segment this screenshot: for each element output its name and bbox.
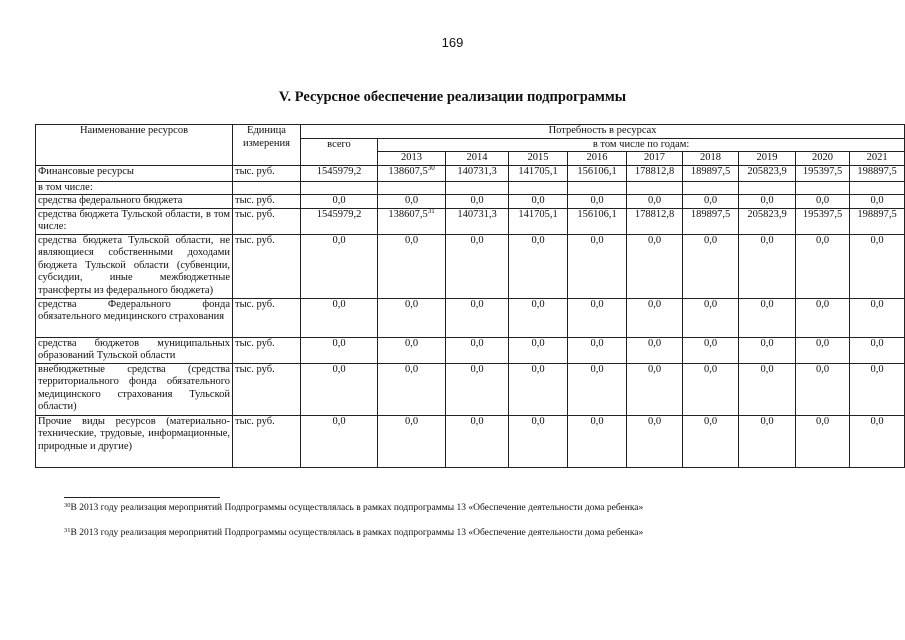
year-cell: 0,0 xyxy=(850,415,905,467)
year-cell: 141705,1 xyxy=(509,165,568,181)
year-cell: 178812,8 xyxy=(627,208,683,234)
year-cell: 205823,9 xyxy=(739,165,796,181)
year-value: 0,0 xyxy=(404,415,419,427)
year-cell: 195397,5 xyxy=(796,165,850,181)
footnote-mark: 31 xyxy=(64,527,71,534)
unit-cell: тыс. руб. xyxy=(233,415,301,467)
total-cell: 0,0 xyxy=(301,234,378,298)
empty-cell xyxy=(796,181,850,195)
unit-cell: тыс. руб. xyxy=(233,208,301,234)
header-year: 2018 xyxy=(683,152,739,166)
empty-cell xyxy=(446,181,509,195)
unit-cell: тыс. руб. xyxy=(233,363,301,415)
unit-cell: тыс. руб. xyxy=(233,298,301,337)
year-cell: 0,0 xyxy=(627,298,683,337)
year-cell: 141705,1 xyxy=(509,208,568,234)
table-row xyxy=(36,165,905,181)
total-cell: 0,0 xyxy=(301,337,378,363)
table-row xyxy=(36,415,905,467)
year-cell: 0,0 xyxy=(568,337,627,363)
empty-cell xyxy=(850,181,905,195)
year-cell: 189897,5 xyxy=(683,165,739,181)
empty-cell xyxy=(509,181,568,195)
resource-name: средства бюджета Тульской области, не являющиеся собственными доходами бюджета Тульской области (субвенции, субсидии, иные межбюджетные трансферты из федерального бюджета) xyxy=(36,234,233,298)
year-cell: 0,0 xyxy=(627,337,683,363)
year-cell: 0,0 xyxy=(509,415,568,467)
year-cell: 0,0 xyxy=(627,363,683,415)
header-unit: Единица измерения xyxy=(233,125,301,166)
year-cell: 0,0 xyxy=(796,337,850,363)
table-row xyxy=(36,195,905,209)
year-cell: 0,0 xyxy=(446,298,509,337)
year-cell: 205823,9 xyxy=(739,208,796,234)
year-cell: 0,0 xyxy=(796,195,850,209)
footnote-text: В 2013 году реализация мероприятий Подпрограммы осуществлялась в рамках подпрограммы 13 «Обеспечение деятельности дома ребенка» xyxy=(70,528,644,538)
year-cell: 0,0 xyxy=(446,337,509,363)
year-cell: 195397,5 xyxy=(796,208,850,234)
year-cell: 0,0 xyxy=(446,195,509,209)
resource-name: средства бюджетов муниципальных образований Тульской области xyxy=(36,337,233,363)
year-cell: 0,0 xyxy=(509,298,568,337)
empty-cell xyxy=(739,181,796,195)
table-row xyxy=(36,181,905,195)
empty-cell xyxy=(301,181,378,195)
year-cell: 0,0 xyxy=(509,337,568,363)
year-cell: 0,0 xyxy=(796,234,850,298)
resource-name: Прочие виды ресурсов (материально-технические, трудовые, информационные, природные и другие) xyxy=(36,415,233,467)
unit-cell: тыс. руб. xyxy=(233,165,301,181)
total-cell: 1545979,2 xyxy=(301,165,378,181)
year-cell-2013 xyxy=(378,234,446,298)
year-cell: 156106,1 xyxy=(568,165,627,181)
year-cell: 0,0 xyxy=(446,415,509,467)
year-cell: 0,0 xyxy=(739,234,796,298)
header-year: 2020 xyxy=(796,152,850,166)
year-value: 0,0 xyxy=(404,337,419,349)
year-cell: 0,0 xyxy=(683,415,739,467)
year-cell: 0,0 xyxy=(446,363,509,415)
resource-name: в том числе: xyxy=(36,181,233,195)
table-row xyxy=(36,298,905,337)
empty-cell xyxy=(683,181,739,195)
year-cell: 0,0 xyxy=(850,298,905,337)
year-cell-2013 xyxy=(378,208,446,234)
year-cell: 0,0 xyxy=(796,363,850,415)
year-cell: 0,0 xyxy=(568,415,627,467)
footnote-text: В 2013 году реализация мероприятий Подпрограммы осуществлялась в рамках подпрограммы 13 «Обеспечение деятельности дома ребенка» xyxy=(70,503,644,513)
year-cell: 0,0 xyxy=(446,234,509,298)
year-cell: 198897,5 xyxy=(850,208,905,234)
year-cell: 178812,8 xyxy=(627,165,683,181)
year-cell: 0,0 xyxy=(509,234,568,298)
header-need: Потребность в ресурсах xyxy=(301,125,905,139)
page-number: 169 xyxy=(441,35,464,50)
footnote-rule xyxy=(64,497,220,498)
year-cell: 0,0 xyxy=(796,298,850,337)
year-cell: 0,0 xyxy=(568,363,627,415)
total-cell: 0,0 xyxy=(301,363,378,415)
section-title: V. Ресурсное обеспечение реализации подпрограммы xyxy=(278,89,627,105)
year-cell: 0,0 xyxy=(568,195,627,209)
resource-name: Финансовые ресурсы xyxy=(36,165,233,181)
year-cell: 0,0 xyxy=(683,337,739,363)
year-cell: 0,0 xyxy=(509,195,568,209)
year-value: 0,0 xyxy=(404,195,419,206)
year-value: 0,0 xyxy=(404,363,419,375)
year-cell: 0,0 xyxy=(627,415,683,467)
table-row xyxy=(36,337,905,363)
year-cell: 140731,3 xyxy=(446,208,509,234)
year-value: 0,0 xyxy=(404,234,419,246)
empty-cell xyxy=(378,181,446,195)
footnote-ref: 31 xyxy=(427,206,435,215)
header-name: Наименование ресурсов xyxy=(36,125,233,166)
empty-cell xyxy=(627,181,683,195)
year-cell: 0,0 xyxy=(683,234,739,298)
year-cell: 0,0 xyxy=(739,195,796,209)
year-value: 0,0 xyxy=(404,298,419,310)
header-by-years: в том числе по годам: xyxy=(378,138,905,152)
resource-name: средства Федерального фонда обязательного медицинского страхования xyxy=(36,298,233,337)
resources-table xyxy=(35,124,905,468)
header-total: всего xyxy=(301,138,378,165)
year-cell: 198897,5 xyxy=(850,165,905,181)
year-cell: 0,0 xyxy=(568,234,627,298)
header-year: 2019 xyxy=(739,152,796,166)
total-cell: 0,0 xyxy=(301,415,378,467)
year-cell: 156106,1 xyxy=(568,208,627,234)
footnote-mark: 30 xyxy=(64,502,71,509)
year-cell: 0,0 xyxy=(509,363,568,415)
year-cell: 0,0 xyxy=(850,195,905,209)
year-cell: 0,0 xyxy=(739,363,796,415)
total-cell: 0,0 xyxy=(301,195,378,209)
year-cell: 0,0 xyxy=(739,337,796,363)
year-cell: 140731,3 xyxy=(446,165,509,181)
header-year: 2013 xyxy=(378,152,446,166)
table-row xyxy=(36,208,905,234)
year-cell: 0,0 xyxy=(850,234,905,298)
total-cell: 0,0 xyxy=(301,298,378,337)
year-cell: 0,0 xyxy=(683,195,739,209)
year-cell-2013 xyxy=(378,415,446,467)
resource-name: средства федерального бюджета xyxy=(36,195,233,209)
header-year: 2017 xyxy=(627,152,683,166)
resource-name: средства бюджета Тульской области, в том числе: xyxy=(36,208,233,234)
empty-cell xyxy=(233,181,301,195)
empty-cell xyxy=(568,181,627,195)
table-row xyxy=(36,234,905,298)
year-cell: 189897,5 xyxy=(683,208,739,234)
table-row xyxy=(36,363,905,415)
year-cell-2013 xyxy=(378,165,446,181)
year-cell-2013 xyxy=(378,363,446,415)
unit-cell: тыс. руб. xyxy=(233,195,301,209)
total-cell: 1545979,2 xyxy=(301,208,378,234)
resource-name: внебюджетные средства (средства территориального фонда обязательного медицинского страхования Тульской области) xyxy=(36,363,233,415)
year-cell: 0,0 xyxy=(683,298,739,337)
year-cell-2013 xyxy=(378,337,446,363)
year-cell: 0,0 xyxy=(850,363,905,415)
year-cell-2013 xyxy=(378,298,446,337)
footnote-31 xyxy=(64,528,643,538)
year-value: 138607,5 xyxy=(388,165,428,177)
year-cell: 0,0 xyxy=(796,415,850,467)
footnote-ref: 30 xyxy=(427,163,435,172)
year-cell: 0,0 xyxy=(739,415,796,467)
header-year: 2015 xyxy=(509,152,568,166)
header-year: 2021 xyxy=(850,152,905,166)
year-cell: 0,0 xyxy=(627,195,683,209)
year-cell: 0,0 xyxy=(568,298,627,337)
footnote-30 xyxy=(64,503,643,513)
year-cell: 0,0 xyxy=(627,234,683,298)
unit-cell: тыс. руб. xyxy=(233,234,301,298)
year-cell: 0,0 xyxy=(683,363,739,415)
header-year: 2016 xyxy=(568,152,627,166)
year-cell: 0,0 xyxy=(850,337,905,363)
year-value: 138607,5 xyxy=(388,208,428,220)
year-cell: 0,0 xyxy=(739,298,796,337)
header-year: 2014 xyxy=(446,152,509,166)
year-cell-2013 xyxy=(378,195,446,209)
unit-cell: тыс. руб. xyxy=(233,337,301,363)
